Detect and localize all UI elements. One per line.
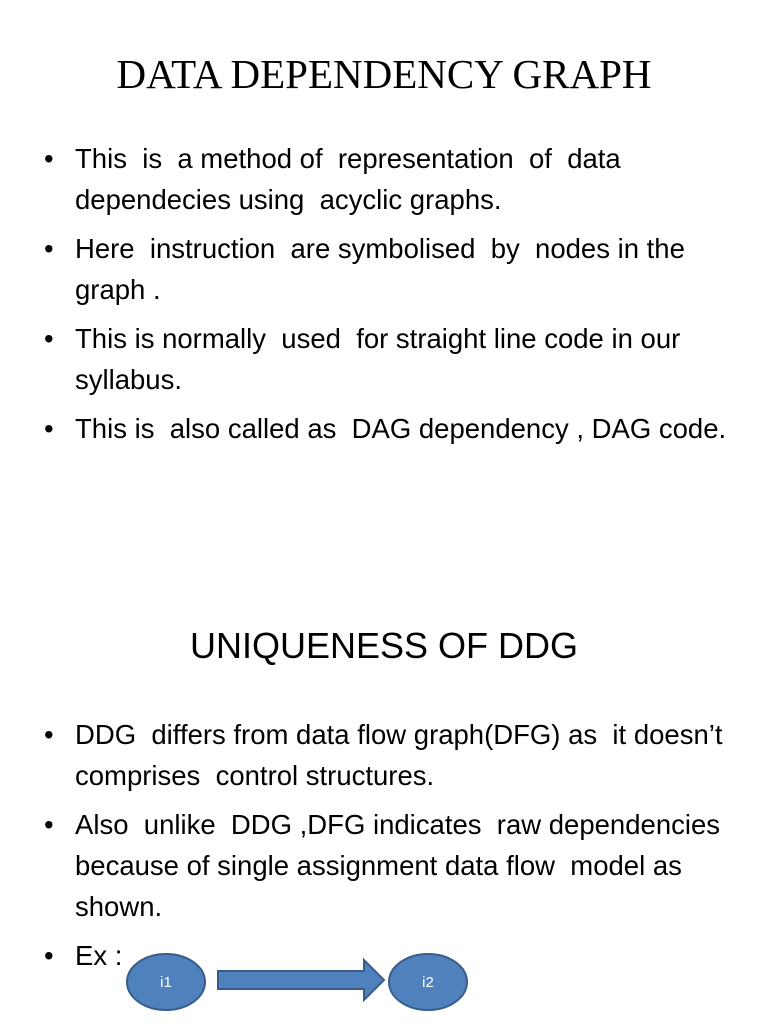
arrow-icon [218,960,384,1000]
bullet-text: This is normally used for straight line code in our syllabus. [75,323,688,395]
bullet-dot: • [44,143,54,174]
bullet-item [44,408,734,449]
bullet-dot: • [44,940,54,971]
bullet-text: DDG differs from data flow graph(DFG) as it doesn’t comprises control structures. [75,719,738,791]
bullet-text: Here instruction are symbolised by nodes in the graph . [75,233,701,305]
bullet-item [44,804,734,927]
bullet-text: Also unlike DDG ,DFG indicates raw dependencies because of single assignment data flow model as shown. [75,809,736,922]
bullet-dot: • [44,719,54,750]
section-title-uniqueness: UNIQUENESS OF DDG [189,625,579,666]
dfg-example-diagram [0,940,768,1024]
bullet-text: This is also called as DAG dependency , DAG code. [75,413,727,444]
bullet-dot: • [44,233,54,264]
node-i2-label: i2 [422,974,434,991]
bullet-item [44,318,734,400]
section-title-ddg: DATA DEPENDENCY GRAPH [116,51,652,97]
bullet-text: Ex : [75,940,123,971]
bullet-item [44,228,734,310]
bullet-dot: • [44,413,54,444]
node-i1-label: i1 [160,974,172,991]
bullet-dot: • [44,809,54,840]
bullet-dot: • [44,323,54,354]
bullet-item [44,714,738,796]
bullet-item [44,138,734,220]
bullet-text: This is a method of representation of data dependecies using acyclic graphs. [75,143,629,215]
ddg-bullet-list [44,138,734,457]
